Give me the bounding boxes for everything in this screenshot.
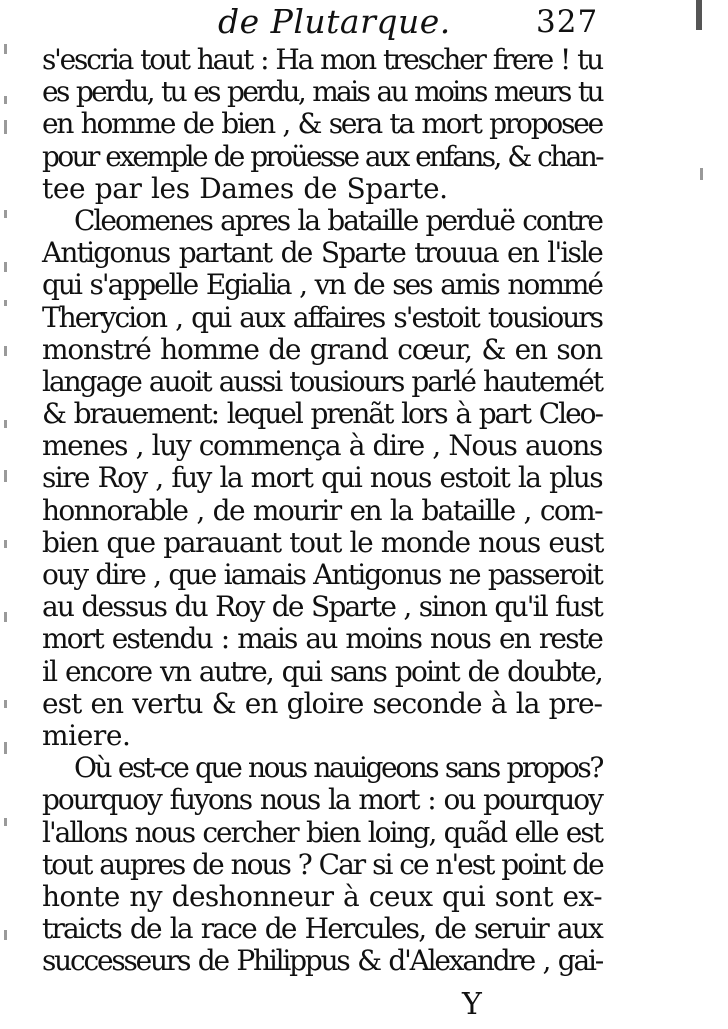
text-line: es perdu, tu es perdu, mais au moins meurs tu — [42, 75, 602, 109]
text-line: est en vertu & en gloire seconde à la pre- — [42, 686, 602, 720]
text-line: langage auoit aussi tousiours parlé hautemét — [42, 364, 602, 398]
page-edge-mark — [700, 168, 703, 180]
running-title: de Plutarque. — [218, 2, 451, 41]
text-line: traicts de la race de Hercules, de seruir aux — [42, 912, 602, 946]
text-line: pour exemple de proüesse aux enfans, & chan- — [42, 139, 602, 173]
text-line: en homme de bien , & sera ta mort proposee — [42, 107, 602, 141]
text-line: ouy dire , que iamais Antigonus ne passeroit — [42, 558, 602, 591]
text-line: successeurs de Philippus & d'Alexandre , gai- — [42, 944, 602, 978]
text-line: Therycion , qui aux affaires s'estoit tousiours — [42, 300, 602, 334]
text-line: honnorable , de mourir en la bataille , com- — [42, 493, 602, 527]
body-text — [42, 44, 602, 977]
text-line: tout aupres de nous ? Car si ce n'est point de — [42, 847, 603, 881]
text-line: au dessus du Roy de Sparte , sinon qu'il fust — [42, 590, 602, 624]
text-line: monstré homme de grand cœur, & en son — [42, 332, 602, 366]
paragraph-first-line: Où est-ce que nous nauigeons sans propos? — [74, 751, 602, 785]
text-line: miere. — [42, 718, 131, 752]
page-header — [0, 2, 728, 46]
text-line: il encore vn autre, qui sans point de doubte, — [42, 654, 602, 688]
page-number: 327 — [536, 4, 599, 40]
text-line: bien que parauant tout le monde nous eust — [42, 525, 603, 559]
text-line: & brauement: lequel prenãt lors à part Cleo- — [42, 397, 602, 431]
text-line: Antigonus partant de Sparte trouua en l'isle — [42, 236, 602, 270]
text-line: tee par les Dames de Sparte. — [42, 171, 448, 205]
text-line: mort estendu : mais au moins nous en reste — [42, 622, 602, 656]
text-line: s'escria tout haut : Ha mon trescher frere ! tu — [42, 43, 602, 76]
gutter-show-through — [0, 0, 14, 1029]
paragraph-first-line: Cleomenes apres la bataille perduë contre — [74, 203, 602, 237]
text-line: l'allons nous cercher bien loing, quãd elle est — [42, 815, 602, 849]
text-line: sire Roy , fuy la mort qui nous estoit la plus — [42, 461, 602, 495]
text-line: pourquoy fuyons nous la mort : ou pourquoy — [42, 783, 602, 817]
text-line: qui s'appelle Egialia , vn de ses amis nommé — [42, 268, 602, 302]
text-line: honte ny deshonneur à ceux qui sont ex- — [42, 879, 602, 913]
signature-mark: Y — [462, 987, 482, 1022]
text-line: menes , luy commença à dire , Nous auons — [42, 429, 602, 463]
